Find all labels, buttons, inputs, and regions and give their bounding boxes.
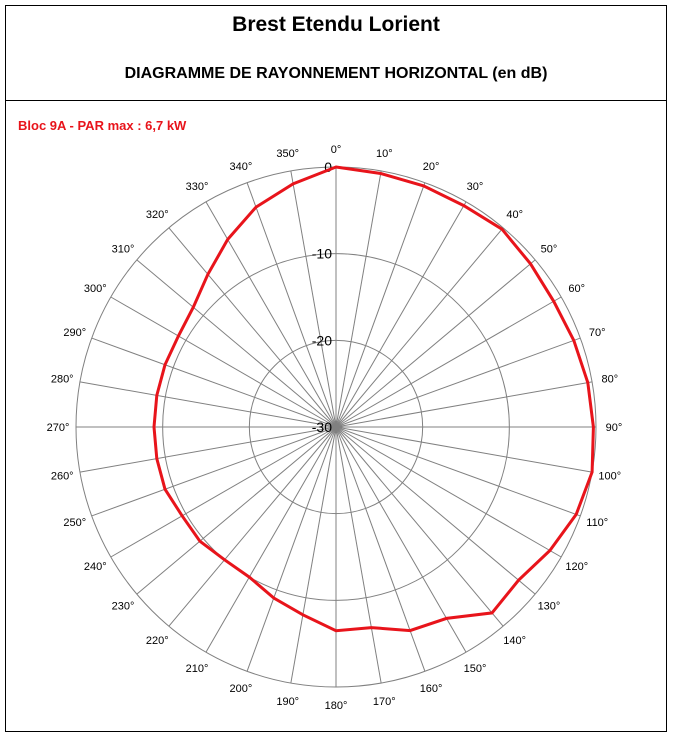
pattern-point: [587, 382, 588, 383]
ring-tick-label: -10: [311, 245, 332, 262]
grid-spoke: [92, 338, 336, 427]
pattern-point: [249, 577, 250, 578]
grid-spoke: [247, 427, 336, 671]
grid-spoke: [247, 183, 336, 427]
pattern-point: [164, 364, 165, 365]
pattern-point: [380, 173, 381, 174]
pattern-point: [491, 612, 492, 613]
pattern-point: [549, 550, 550, 551]
angle-tick-label: 100°: [598, 470, 622, 483]
angle-tick-label: 60°: [568, 283, 586, 295]
angle-tick-label: 250°: [63, 517, 87, 530]
pattern-point: [410, 630, 411, 631]
pattern-point: [156, 395, 157, 396]
pattern-point: [154, 427, 155, 428]
pattern-point: [227, 239, 228, 240]
angle-tick-label: 350°: [276, 148, 300, 161]
pattern-point: [463, 205, 464, 206]
pattern-point: [593, 427, 594, 428]
series-layer: [154, 167, 594, 632]
block-label: Bloc 9A - PAR max : 6,7 kW: [18, 118, 187, 133]
angle-tick-label: 310°: [111, 243, 135, 256]
angle-tick-label: 340°: [229, 160, 253, 173]
angle-tick-label: 170°: [372, 695, 396, 708]
pattern-line: [154, 167, 593, 631]
pattern-point: [518, 580, 519, 581]
angle-tick-label: 50°: [540, 243, 558, 256]
pattern-point: [193, 307, 194, 308]
angle-tick-label: 320°: [145, 209, 169, 222]
chart-title: Brest Etendu Lorient: [232, 13, 440, 36]
pattern-point: [592, 472, 593, 473]
pattern-point: [553, 301, 554, 302]
angle-tick-label: 150°: [463, 662, 487, 675]
angle-tick-label: 290°: [63, 326, 87, 339]
angle-tick-label: 300°: [83, 283, 107, 295]
angle-tick-label: 240°: [83, 561, 107, 573]
pattern-point: [156, 458, 157, 459]
angle-tick-label: 70°: [588, 326, 606, 339]
pattern-point: [199, 541, 200, 542]
angle-tick-label: 90°: [605, 422, 623, 434]
angle-tick-label: 220°: [145, 634, 169, 647]
grid-spoke: [336, 338, 580, 427]
angle-tick-label: 40°: [506, 209, 524, 222]
pattern-point: [336, 630, 337, 631]
ring-labels: [312, 159, 332, 435]
pattern-point: [293, 183, 294, 184]
pattern-point: [182, 515, 183, 516]
angle-tick-label: 160°: [419, 683, 443, 696]
pattern-point: [302, 614, 303, 615]
pattern-point: [224, 559, 225, 560]
grid-spoke: [336, 427, 425, 671]
grid-spoke: [336, 183, 425, 427]
pattern-point: [423, 185, 424, 186]
angle-tick-label: 190°: [276, 695, 300, 708]
pattern-point: [164, 489, 165, 490]
chart-subtitle: DIAGRAMME DE RAYONNEMENT HORIZONTAL (en dB): [124, 65, 548, 82]
angle-tick-label: 330°: [185, 181, 209, 194]
angle-tick-label: 280°: [50, 373, 74, 386]
angle-tick-label: 180°: [324, 700, 348, 712]
pattern-point: [371, 627, 372, 628]
angle-tick-label: 260°: [50, 470, 74, 483]
ring-tick-label: -30: [311, 419, 332, 435]
angle-tick-label: 120°: [565, 561, 589, 573]
angle-tick-label: 10°: [375, 148, 393, 161]
angle-tick-label: 210°: [185, 662, 209, 675]
pattern-point: [255, 207, 256, 208]
grid-spoke: [92, 427, 336, 516]
angle-tick-label: 200°: [229, 683, 253, 696]
angle-tick-label: 80°: [601, 373, 619, 386]
pattern-point: [336, 167, 337, 168]
angle-tick-label: 140°: [503, 634, 527, 647]
angle-tick-label: 270°: [46, 422, 70, 434]
pattern-point: [178, 336, 179, 337]
angle-tick-label: 110°: [586, 517, 609, 530]
angle-tick-label: 30°: [466, 181, 484, 194]
pattern-point: [576, 514, 577, 515]
pattern-point: [273, 598, 274, 599]
ring-tick-label: 0: [324, 159, 332, 175]
angle-tick-label: 230°: [111, 600, 135, 613]
pattern-point: [207, 274, 208, 275]
pattern-point: [446, 618, 447, 619]
pattern-point: [530, 263, 531, 264]
angle-tick-label: 20°: [422, 160, 440, 173]
grid-spoke: [336, 427, 580, 516]
pattern-point: [573, 340, 574, 341]
angle-tick-label: 0°: [330, 144, 342, 156]
angle-tick-label: 130°: [537, 600, 561, 613]
ring-tick-label: -20: [311, 332, 332, 349]
pattern-point: [502, 229, 503, 230]
